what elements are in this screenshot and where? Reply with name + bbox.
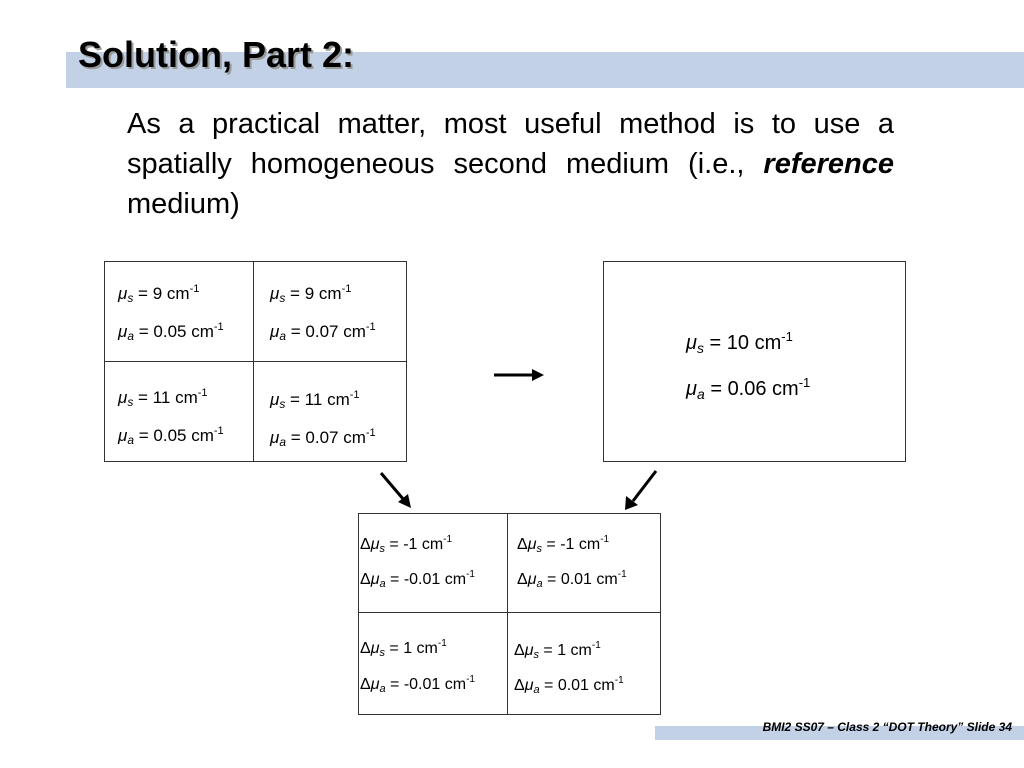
body-text-prefix: As a practical matter, most useful method is to use a spatially homogeneous second medium (i.e., xyxy=(127,108,894,180)
het-cell-3-mu-s: $\mu_s = 11$ $cm^{-1}$ xyxy=(270,389,360,411)
difference-divider-vertical xyxy=(507,513,508,714)
difference-divider-horizontal xyxy=(358,612,660,613)
reference-mu-a: $\mu_a = 0.06$ $cm^{-1}$ xyxy=(686,375,811,402)
diff-cell-1-mu-a: $\Delta\mu_a = 0.01$ $cm^{-1}$ xyxy=(517,569,627,590)
diagonal-arrow-down-left-icon xyxy=(622,468,660,512)
reference-medium-box xyxy=(603,261,906,462)
het-cell-0-mu-s: $\mu_s = 9$ $cm^{-1}$ xyxy=(118,283,200,305)
het-cell-1-mu-s: $\mu_s = 9$ $cm^{-1}$ xyxy=(270,283,352,305)
body-text-emphasis: reference xyxy=(763,148,894,180)
body-paragraph xyxy=(127,104,894,224)
diff-cell-2-mu-s: $\Delta\mu_s = 1$ $cm^{-1}$ xyxy=(360,638,447,659)
diff-cell-2-mu-a: $\Delta\mu_a = -0.01$ $cm^{-1}$ xyxy=(360,674,475,695)
diff-cell-1-mu-s: $\Delta\mu_s = -1$ $cm^{-1}$ xyxy=(517,534,610,555)
het-cell-2-mu-a: $\mu_a = 0.05$ $cm^{-1}$ xyxy=(118,425,224,447)
diagonal-arrow-down-right-icon xyxy=(378,470,414,510)
diff-cell-3-mu-a: $\Delta\mu_a = 0.01$ $cm^{-1}$ xyxy=(514,675,624,696)
slide-footer: BMI2 SS07 – Class 2 “DOT Theory” Slide 34 xyxy=(762,720,1012,734)
het-cell-2-mu-s: $\mu_s = 11$ $cm^{-1}$ xyxy=(118,387,208,409)
diff-cell-0-mu-s: $\Delta\mu_s = -1$ $cm^{-1}$ xyxy=(360,534,453,555)
diff-cell-3-mu-s: $\Delta\mu_s = 1$ $cm^{-1}$ xyxy=(514,640,601,661)
right-arrow-icon xyxy=(494,366,546,384)
diff-cell-0-mu-a: $\Delta\mu_a = -0.01$ $cm^{-1}$ xyxy=(360,569,475,590)
het-cell-0-mu-a: $\mu_a = 0.05$ $cm^{-1}$ xyxy=(118,321,224,343)
slide-title: Solution, Part 2: xyxy=(78,34,355,75)
het-cell-1-mu-a: $\mu_a = 0.07$ $cm^{-1}$ xyxy=(270,321,376,343)
reference-mu-s: $\mu_s = 10$ $cm^{-1}$ xyxy=(686,329,793,356)
heterogeneous-divider-horizontal xyxy=(104,361,406,362)
het-cell-3-mu-a: $\mu_a = 0.07$ $cm^{-1}$ xyxy=(270,427,376,449)
body-text-suffix: medium) xyxy=(127,188,240,220)
